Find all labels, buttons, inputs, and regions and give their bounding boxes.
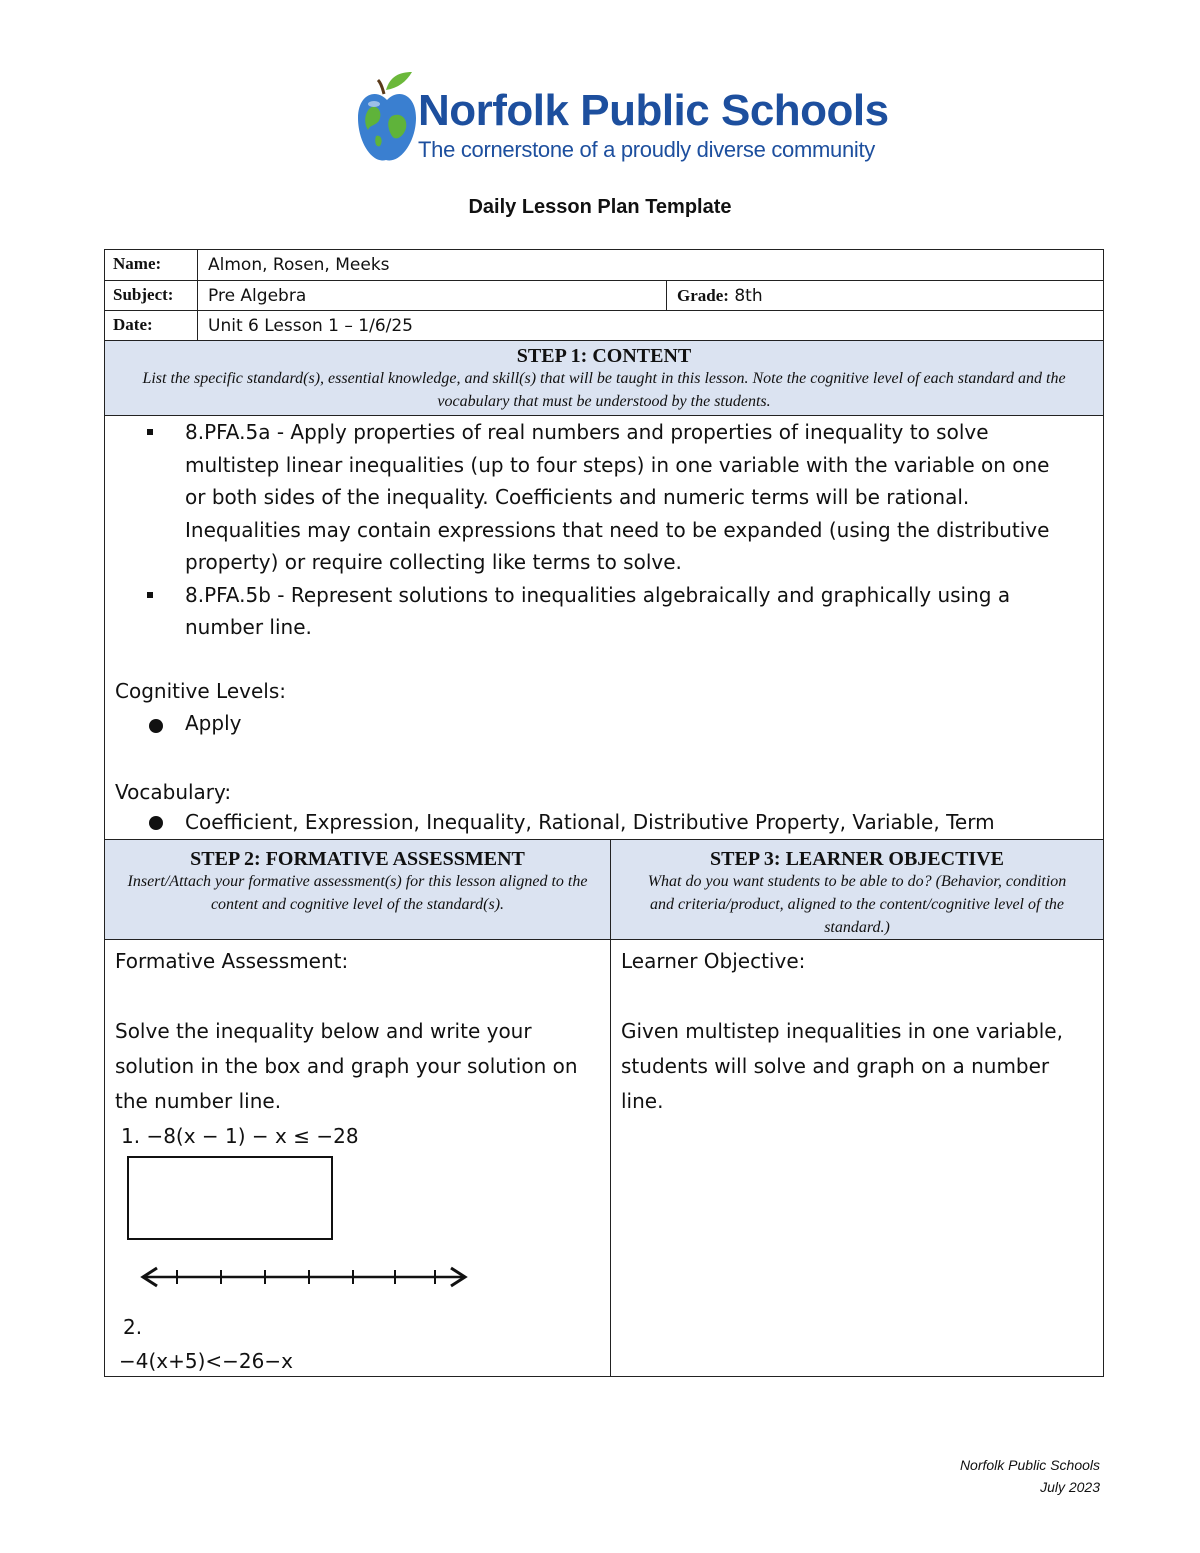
objective-label: Learner Objective: [621, 949, 806, 973]
step2-header [105, 840, 611, 940]
footer [960, 1454, 1100, 1498]
problem-2-block [119, 1310, 293, 1378]
standard-text: 8.PFA.5b - Represent solutions to inequalities algebraically and graphically using a number line. [185, 582, 1011, 639]
date-value: Unit 6 Lesson 1 – 1/6/25 [198, 311, 1104, 341]
date-row [105, 311, 1104, 341]
org-tagline: The cornerstone of a proudly diverse community [418, 137, 875, 162]
list-item [105, 416, 1103, 579]
subject-label: Subject: [105, 281, 198, 311]
subject-row [105, 281, 1104, 311]
list-item [105, 808, 1103, 836]
problem-2-number: 2. [123, 1315, 143, 1339]
step2-heading: STEP 2: FORMATIVE ASSESSMENT [190, 848, 525, 870]
step3-subtitle: What do you want students to be able to do? (Behavior, condition and criteria/product, aligned to the content/cognitive level of the standard.) [647, 873, 1067, 936]
assessment-cell [105, 940, 611, 1377]
cognitive-level: Apply [185, 711, 242, 735]
document-title: Daily Lesson Plan Template [468, 196, 732, 218]
standard-text: 8.PFA.5a - Apply properties of real numbers and properties of inequality to solve multistep linear inequalities (up to four steps) in one variable with the variable on one or both sides of the inequality. Coefficients and numeric terms will be rational. Inequalities may contain expressions that need to be expanded (using the distributive property) or require collecting like terms to solve. [185, 420, 1050, 574]
org-name: Norfolk Public Schools [418, 86, 889, 135]
objective-cell [611, 940, 1104, 1377]
objective-text: Given multistep inequalities in one variable, students will solve and graph on a number line. [621, 1019, 1063, 1113]
answer-box[interactable] [127, 1156, 333, 1240]
step1-subtitle: List the specific standard(s), essential knowledge, and skill(s) that will be taught in this lesson. Note the cognitive level of each standard and the vocabulary that must be understood by the students. [142, 370, 1066, 410]
cognitive-label: Cognitive Levels: [115, 678, 286, 703]
step1-header [105, 341, 1104, 416]
number-line [139, 1262, 469, 1292]
assessment-label: Formative Assessment: [115, 949, 349, 973]
list-item [105, 579, 1103, 644]
name-row [105, 250, 1104, 281]
subject-value: Pre Algebra [198, 281, 667, 311]
footer-date: July 2023 [1040, 1479, 1100, 1495]
step23-content-row [105, 940, 1104, 1377]
name-label: Name: [105, 250, 198, 281]
assessment-instructions: Solve the inequality below and write your solution in the box and graph your solution on the number line. [115, 1019, 578, 1113]
step1-content-row [105, 416, 1104, 840]
apple-globe-icon [356, 70, 418, 168]
step2-subtitle: Insert/Attach your formative assessment(s) for this lesson aligned to the content and cognitive level of the standard(s). [127, 873, 588, 913]
step3-header [611, 840, 1104, 940]
step1-heading: STEP 1: CONTENT [516, 345, 692, 367]
step3-heading: STEP 3: LEARNER OBJECTIVE [710, 848, 1004, 870]
footer-org: Norfolk Public Schools [959, 1457, 1100, 1473]
problem-1: 1. −8(x − 1) − x ≤ −28 [121, 1124, 359, 1148]
grade-cell [667, 281, 1104, 311]
problem-2: −4(x+5)<−26−x [119, 1349, 293, 1373]
step1-content [105, 416, 1104, 840]
grade-label: Grade: [677, 286, 729, 305]
school-logo [356, 70, 889, 168]
lesson-plan-table [104, 249, 1104, 1377]
standards-list [105, 416, 1103, 644]
step1-header-row [105, 341, 1104, 416]
vocab-label: Vocabulary: [115, 779, 232, 804]
grade-value: 8th [734, 286, 763, 306]
step23-header-row [105, 840, 1104, 940]
name-value: Almon, Rosen, Meeks [198, 250, 1104, 281]
date-label: Date: [105, 311, 198, 341]
list-item [105, 707, 1103, 740]
vocab-list: Coefficient, Expression, Inequality, Rational, Distributive Property, Variable, Term [185, 810, 995, 834]
